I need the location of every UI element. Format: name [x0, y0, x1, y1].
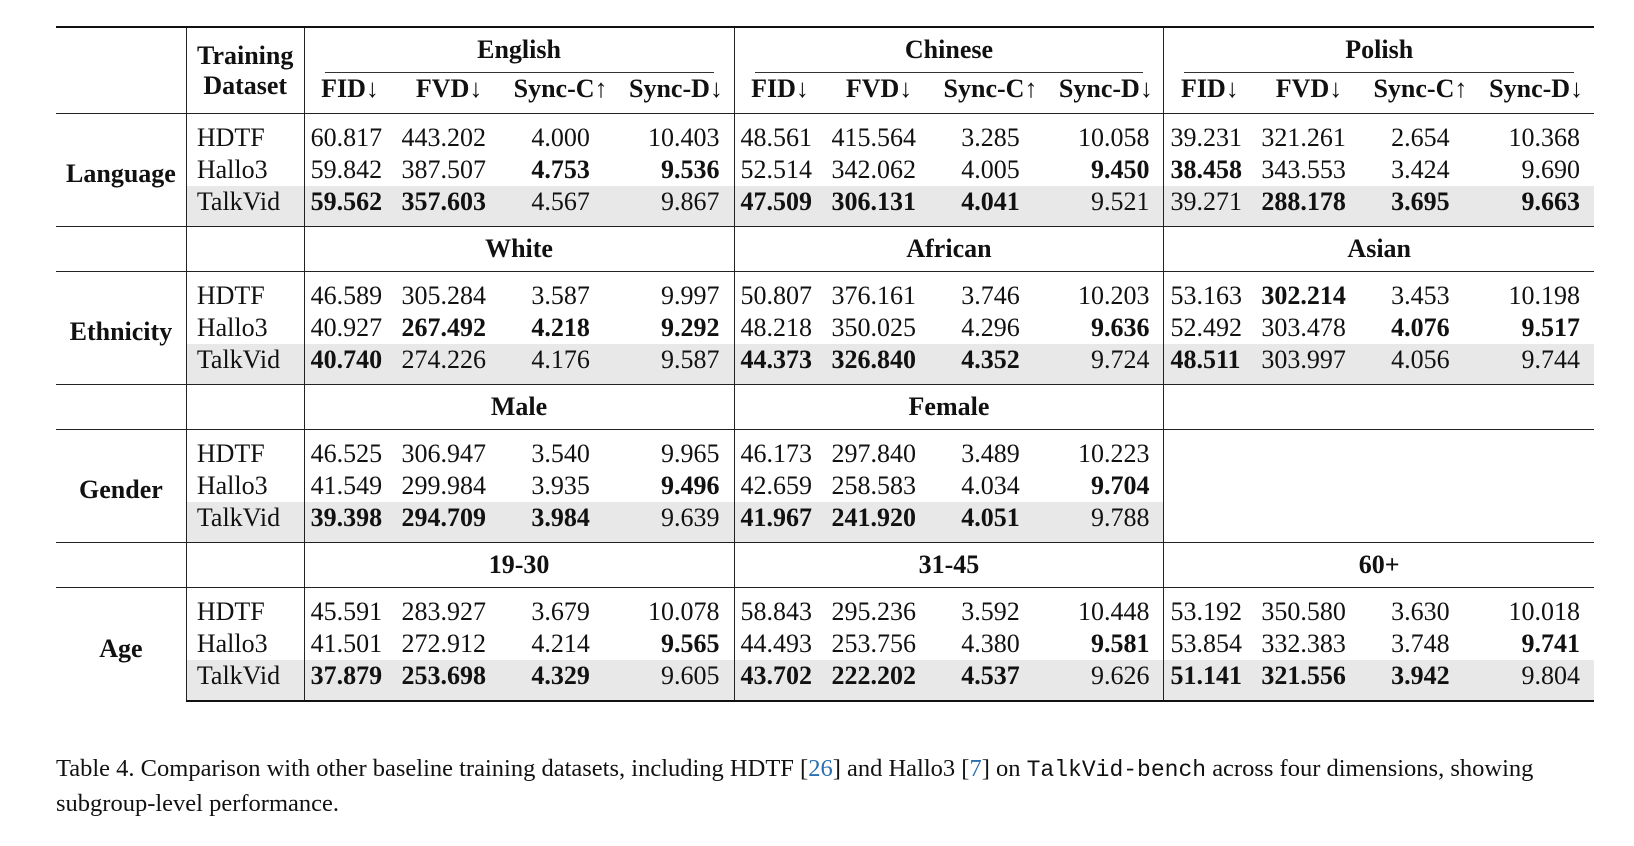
dataset-name: TalkVid [186, 186, 304, 227]
metric-header-syncc: Sync-C↑ [513, 74, 608, 103]
metric-value: 387.507 [401, 155, 487, 184]
metric-value [1164, 430, 1255, 471]
dimension-label: Language [56, 114, 186, 227]
metric-value: 253.698 [396, 660, 503, 701]
metric-value: 3.453 [1363, 272, 1479, 313]
metric-value: 9.704 [1090, 471, 1150, 500]
metric-value: 10.448 [1048, 588, 1164, 629]
metric-value: 357.603 [396, 186, 503, 227]
subgroup-header: White [304, 227, 734, 272]
metric-value: 4.000 [503, 114, 619, 155]
group-header-chinese [734, 27, 1164, 73]
empty-cell [186, 385, 304, 430]
table-row [56, 344, 1594, 385]
dataset-name: HDTF [186, 588, 304, 629]
metric-value [1164, 470, 1255, 502]
results-table-container [56, 26, 1594, 702]
metric-value [1255, 430, 1362, 471]
metric-value: 3.746 [933, 272, 1049, 313]
metric-value: 303.997 [1255, 344, 1362, 385]
metric-value: 40.927 [304, 312, 395, 344]
metric-value: 41.549 [304, 470, 395, 502]
metric-value: 3.630 [1363, 588, 1479, 629]
dataset-name: TalkVid [186, 344, 304, 385]
metric-value: 4.296 [961, 313, 1020, 342]
metric-value: 332.383 [1261, 629, 1346, 658]
metric-header-fvd: FVD↓ [415, 74, 483, 103]
metric-value: 41.967 [734, 502, 825, 543]
metric-value: 3.942 [1363, 660, 1479, 701]
metric-value: 9.536 [661, 155, 720, 184]
metric-value: 274.226 [396, 344, 503, 385]
metric-value: 343.553 [1261, 155, 1346, 184]
metric-value: 3.489 [933, 430, 1049, 471]
metric-value: 46.525 [304, 430, 395, 471]
caption-text: across four dimensions, showing subgroup-level performance. [56, 755, 1534, 817]
table-row [56, 660, 1594, 701]
metric-value: 53.163 [1164, 272, 1255, 313]
table-row [56, 186, 1594, 227]
metric-value: 46.173 [734, 430, 825, 471]
table-row [56, 628, 1594, 660]
metric-header-syncd: Sync-D↓ [1058, 74, 1153, 103]
dataset-name: TalkVid [186, 502, 304, 543]
metric-value: 9.587 [618, 344, 734, 385]
empty-cell [56, 227, 186, 272]
metric-value: 10.198 [1478, 272, 1594, 313]
metric-value: 9.565 [661, 629, 720, 658]
metric-value: 10.203 [1048, 272, 1164, 313]
metric-value: 44.373 [734, 344, 825, 385]
metric-value: 59.562 [304, 186, 395, 227]
dimension-label: Gender [56, 430, 186, 543]
metric-value: 9.867 [618, 186, 734, 227]
dimension-label: Age [56, 588, 186, 702]
metric-value [1478, 430, 1594, 471]
metric-value: 9.450 [1090, 155, 1150, 184]
dataset-name: TalkVid [186, 660, 304, 701]
metric-value: 10.058 [1048, 114, 1164, 155]
dataset-name: Hallo3 [186, 628, 304, 660]
metric-value: 295.236 [825, 588, 932, 629]
table-caption [56, 752, 1556, 820]
metric-value: 3.679 [503, 588, 619, 629]
metric-value: 267.492 [401, 313, 487, 342]
metric-value: 4.567 [503, 186, 619, 227]
metric-value: 52.514 [734, 154, 825, 186]
metric-header-syncd: Sync-D↓ [1489, 74, 1584, 103]
section-group-header-row [56, 385, 1594, 430]
empty-cell [186, 543, 304, 588]
metric-value: 10.368 [1478, 114, 1594, 155]
caption-text: ] and Hallo3 [ [832, 755, 970, 782]
metric-value: 48.511 [1164, 344, 1255, 385]
metric-header-syncc: Sync-C↑ [943, 74, 1038, 103]
metric-value: 9.605 [618, 660, 734, 701]
metric-value: 4.218 [531, 313, 590, 342]
subgroup-header: Asian [1164, 227, 1594, 272]
caption-text: Table 4. Comparison with other baseline training datasets, including HDTF [ [56, 755, 809, 782]
table-row [56, 114, 1594, 155]
metric-value: 10.223 [1048, 430, 1164, 471]
subgroup-header [1164, 385, 1594, 430]
metric-value: 45.591 [304, 588, 395, 629]
empty-cell [56, 385, 186, 430]
subgroup-header: 31-45 [734, 543, 1164, 588]
metric-value: 46.589 [304, 272, 395, 313]
metric-value [1478, 470, 1594, 502]
metric-value: 9.788 [1048, 502, 1164, 543]
metric-value: 443.202 [396, 114, 503, 155]
metric-value: 60.817 [304, 114, 395, 155]
metric-value: 9.965 [618, 430, 734, 471]
caption-text: ] on [981, 755, 1027, 782]
metric-value: 350.025 [831, 313, 916, 342]
metric-value: 3.984 [503, 502, 619, 543]
subgroup-header: Female [734, 385, 1164, 430]
subgroup-header: African [734, 227, 1164, 272]
metric-header-fvd: FVD↓ [1275, 74, 1343, 103]
metric-value: 42.659 [734, 470, 825, 502]
metric-value: 3.424 [1391, 155, 1450, 184]
metric-value: 9.804 [1478, 660, 1594, 701]
metric-value: 9.521 [1048, 186, 1164, 227]
metric-value: 10.018 [1478, 588, 1594, 629]
metric-value: 9.517 [1521, 313, 1580, 342]
metric-value: 4.537 [933, 660, 1049, 701]
metric-value: 41.501 [304, 628, 395, 660]
header-training-line1: Training [197, 40, 294, 70]
metric-value: 9.997 [618, 272, 734, 313]
metric-value: 38.458 [1164, 154, 1255, 186]
empty-cell [186, 227, 304, 272]
metric-value: 48.218 [734, 312, 825, 344]
metric-value: 306.947 [396, 430, 503, 471]
header-empty-cell [56, 27, 186, 114]
section-group-header-row [56, 227, 1594, 272]
dimension-label: Ethnicity [56, 272, 186, 385]
metric-value: 9.626 [1048, 660, 1164, 701]
metric-value [1363, 470, 1479, 502]
empty-cell [56, 543, 186, 588]
table-row [56, 588, 1594, 629]
header-training-dataset [186, 27, 304, 114]
metric-value: 9.744 [1478, 344, 1594, 385]
metric-value: 4.329 [503, 660, 619, 701]
metric-value: 4.076 [1391, 313, 1450, 342]
metric-value: 258.583 [831, 471, 916, 500]
dataset-name: Hallo3 [186, 154, 304, 186]
citation-link-hallo3[interactable]: 7 [969, 755, 982, 782]
subgroup-header: 19-30 [304, 543, 734, 588]
metric-value: 40.740 [304, 344, 395, 385]
metric-value: 3.540 [503, 430, 619, 471]
dataset-name: Hallo3 [186, 312, 304, 344]
metric-value: 376.161 [825, 272, 932, 313]
citation-link-hdtf[interactable]: 26 [808, 755, 833, 782]
header-training-line2: Dataset [203, 70, 288, 100]
metric-value: 47.509 [734, 186, 825, 227]
metric-value [1363, 502, 1479, 543]
metric-value: 350.580 [1255, 588, 1362, 629]
benchmark-name: TalkVid-bench [1026, 757, 1207, 783]
metric-value: 43.702 [734, 660, 825, 701]
metric-value: 321.556 [1255, 660, 1362, 701]
dataset-name: Hallo3 [186, 470, 304, 502]
metric-value: 9.636 [1090, 313, 1150, 342]
group-header-label: Chinese [755, 28, 1144, 73]
metric-value: 58.843 [734, 588, 825, 629]
header-row-groups [56, 27, 1594, 73]
metric-value: 342.062 [831, 155, 916, 184]
metric-header-fid: FID↓ [734, 73, 825, 114]
metric-value: 297.840 [825, 430, 932, 471]
metric-header-fid: FID↓ [1164, 73, 1255, 114]
metric-value: 302.214 [1255, 272, 1362, 313]
metric-value: 50.807 [734, 272, 825, 313]
metric-value: 288.178 [1255, 186, 1362, 227]
metric-value: 305.284 [396, 272, 503, 313]
metric-value [1363, 430, 1479, 471]
metric-value: 222.202 [825, 660, 932, 701]
metric-value: 3.592 [933, 588, 1049, 629]
metric-value: 4.753 [531, 155, 590, 184]
metric-value: 3.587 [503, 272, 619, 313]
metric-value: 326.840 [825, 344, 932, 385]
metric-value: 303.478 [1261, 313, 1346, 342]
metric-value: 9.292 [661, 313, 720, 342]
metric-value: 9.663 [1478, 186, 1594, 227]
metric-value: 4.176 [503, 344, 619, 385]
subgroup-header: Male [304, 385, 734, 430]
metric-value [1478, 502, 1594, 543]
metric-value: 253.756 [831, 629, 916, 658]
metric-value: 299.984 [401, 471, 487, 500]
metric-value: 4.041 [933, 186, 1049, 227]
table-row [56, 430, 1594, 471]
metric-value: 9.639 [618, 502, 734, 543]
metric-value: 4.051 [933, 502, 1049, 543]
group-header-label: English [325, 28, 714, 73]
table-row [56, 470, 1594, 502]
metric-value: 10.078 [618, 588, 734, 629]
table-row [56, 272, 1594, 313]
metric-header-fid: FID↓ [304, 73, 395, 114]
metric-value: 9.741 [1521, 629, 1580, 658]
metric-value: 9.724 [1048, 344, 1164, 385]
subgroup-header: 60+ [1164, 543, 1594, 588]
table-row [56, 154, 1594, 186]
group-header-polish [1164, 27, 1594, 73]
table-row [56, 312, 1594, 344]
metric-value: 283.927 [396, 588, 503, 629]
metric-value: 272.912 [401, 629, 487, 658]
metric-value: 241.920 [825, 502, 932, 543]
group-header-english [304, 27, 734, 73]
metric-value: 4.056 [1363, 344, 1479, 385]
metric-header-syncd: Sync-D↓ [628, 74, 723, 103]
dataset-name: HDTF [186, 430, 304, 471]
metric-value: 48.561 [734, 114, 825, 155]
metric-value: 37.879 [304, 660, 395, 701]
metric-header-syncc: Sync-C↑ [1373, 74, 1468, 103]
metric-value: 4.214 [531, 629, 590, 658]
metric-value: 53.192 [1164, 588, 1255, 629]
metric-value: 3.285 [933, 114, 1049, 155]
dataset-name: HDTF [186, 272, 304, 313]
metric-value: 3.748 [1391, 629, 1450, 658]
metric-value: 4.005 [961, 155, 1020, 184]
metric-value: 4.352 [933, 344, 1049, 385]
metric-value: 10.403 [618, 114, 734, 155]
metric-header-fvd: FVD↓ [845, 74, 913, 103]
table-row [56, 502, 1594, 543]
metric-value: 306.131 [825, 186, 932, 227]
metric-value: 4.034 [961, 471, 1020, 500]
metric-value: 415.564 [825, 114, 932, 155]
metric-value: 59.842 [304, 154, 395, 186]
metric-value: 294.709 [396, 502, 503, 543]
section-group-header-row [56, 543, 1594, 588]
metric-value: 53.854 [1164, 628, 1255, 660]
results-table [56, 26, 1594, 702]
metric-value: 321.261 [1255, 114, 1362, 155]
metric-value: 9.581 [1090, 629, 1150, 658]
group-header-label: Polish [1184, 28, 1574, 73]
metric-value [1164, 502, 1255, 543]
metric-value: 9.496 [661, 471, 720, 500]
metric-value: 52.492 [1164, 312, 1255, 344]
metric-value [1255, 470, 1362, 502]
metric-value: 51.141 [1164, 660, 1255, 701]
metric-value: 9.690 [1521, 155, 1580, 184]
metric-value: 39.271 [1164, 186, 1255, 227]
metric-value: 3.935 [531, 471, 590, 500]
metric-value: 4.380 [961, 629, 1020, 658]
metric-value: 39.398 [304, 502, 395, 543]
dataset-name: HDTF [186, 114, 304, 155]
metric-value: 44.493 [734, 628, 825, 660]
metric-value: 2.654 [1363, 114, 1479, 155]
metric-value [1255, 502, 1362, 543]
metric-value: 3.695 [1363, 186, 1479, 227]
metric-value: 39.231 [1164, 114, 1255, 155]
